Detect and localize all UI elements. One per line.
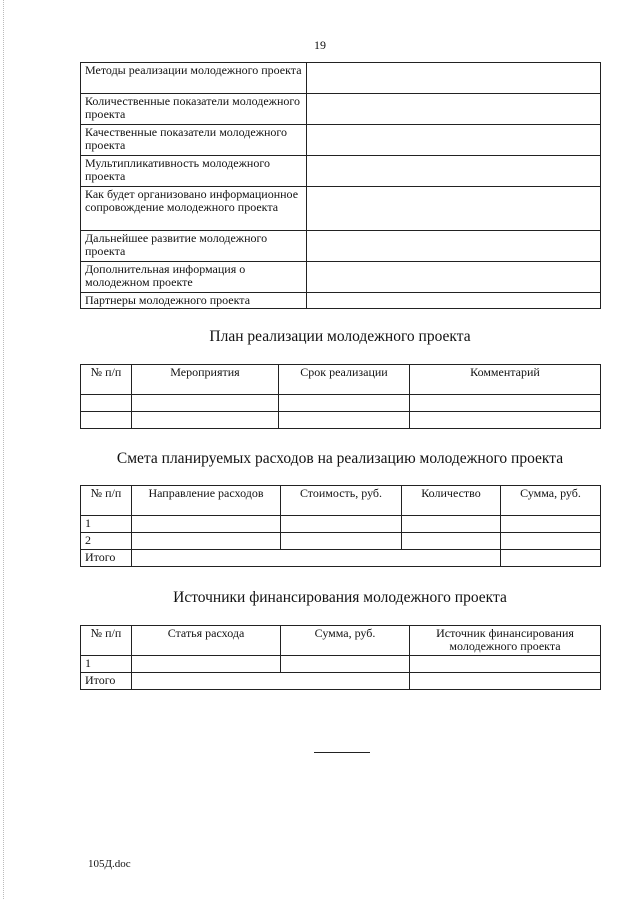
table-row [81, 187, 601, 231]
row-label: Качественные показатели молодежного проекта [81, 125, 307, 156]
cell[interactable] [501, 533, 601, 550]
total-sum-cell[interactable] [132, 673, 410, 690]
table-row [81, 656, 601, 673]
cell[interactable] [132, 412, 279, 429]
col-header-deadline: Срок реализации [279, 365, 410, 395]
col-header-number: № п/п [81, 626, 132, 656]
col-header-sum: Сумма, руб. [501, 486, 601, 516]
cell[interactable] [279, 412, 410, 429]
cell[interactable] [501, 516, 601, 533]
total-row [81, 673, 601, 690]
value-cell[interactable] [307, 156, 601, 187]
cell[interactable] [132, 395, 279, 412]
budget-table [80, 485, 601, 567]
value-cell[interactable] [307, 125, 601, 156]
row-label: Методы реализации молодежного проекта [81, 63, 307, 94]
row-label: Партнеры молодежного проекта [81, 293, 307, 309]
table-row [81, 533, 601, 550]
table-row [81, 231, 601, 262]
table-row [81, 293, 601, 309]
sources-title: Источники финансирования молодежного проекта [173, 589, 507, 606]
cell[interactable] [132, 656, 281, 673]
table-header-row [81, 626, 601, 656]
value-cell[interactable] [307, 94, 601, 125]
cell[interactable] [281, 533, 402, 550]
col-header-sum: Сумма, руб. [281, 626, 410, 656]
col-header-expense-direction: Направление расходов [132, 486, 281, 516]
row-number: 2 [81, 533, 132, 550]
cell[interactable] [410, 395, 601, 412]
table-row [81, 262, 601, 293]
value-cell[interactable] [307, 231, 601, 262]
cell[interactable] [410, 656, 601, 673]
col-header-cost: Стоимость, руб. [281, 486, 402, 516]
table-header-row [81, 365, 601, 395]
row-number: 1 [81, 516, 132, 533]
budget-title: Смета планируемых расходов на реализацию молодежного проекта [116, 450, 564, 467]
project-info-table [80, 62, 601, 309]
col-header-number: № п/п [81, 486, 132, 516]
row-number: 1 [81, 656, 132, 673]
sources-table [80, 625, 601, 690]
table-row [81, 94, 601, 125]
table-row [81, 412, 601, 429]
cell[interactable] [81, 412, 132, 429]
table-header-row [81, 486, 601, 516]
row-label: Количественные показатели молодежного проекта [81, 94, 307, 125]
table-row [81, 395, 601, 412]
col-header-number: № п/п [81, 365, 132, 395]
cell[interactable] [81, 395, 132, 412]
col-header-activities: Мероприятия [132, 365, 279, 395]
row-label: Дальнейшее развитие молодежного проекта [81, 231, 307, 262]
col-header-quantity: Количество [402, 486, 501, 516]
value-cell[interactable] [307, 293, 601, 309]
col-header-expense-item: Статья расхода [132, 626, 281, 656]
row-label: Мультипликативность молодежного проекта [81, 156, 307, 187]
cell[interactable] [132, 516, 281, 533]
cell [132, 550, 501, 567]
col-header-funding-source: Источник финансирования молодежного проекта [410, 626, 601, 656]
table-row [81, 156, 601, 187]
cell[interactable] [132, 533, 281, 550]
cell[interactable] [281, 656, 410, 673]
footer-filename: 105Д.doc [88, 858, 131, 870]
cell[interactable] [402, 516, 501, 533]
cell[interactable] [281, 516, 402, 533]
value-cell[interactable] [307, 63, 601, 94]
col-header-comment: Комментарий [410, 365, 601, 395]
cell[interactable] [402, 533, 501, 550]
value-cell[interactable] [307, 262, 601, 293]
table-row [81, 516, 601, 533]
row-label: Дополнительная информация о молодежном проекте [81, 262, 307, 293]
total-row [81, 550, 601, 567]
total-label: Итого [81, 673, 132, 690]
cell[interactable] [410, 673, 601, 690]
page-number: 19 [314, 38, 326, 52]
divider-line [314, 752, 370, 753]
total-label: Итого [81, 550, 132, 567]
plan-title: План реализации молодежного проекта [209, 328, 471, 345]
total-sum-cell[interactable] [501, 550, 601, 567]
row-label: Как будет организовано информационное сопровождение молодежного проекта [81, 187, 307, 231]
plan-table [80, 364, 601, 429]
table-row [81, 63, 601, 94]
table-row [81, 125, 601, 156]
cell[interactable] [279, 395, 410, 412]
cell[interactable] [410, 412, 601, 429]
value-cell[interactable] [307, 187, 601, 231]
